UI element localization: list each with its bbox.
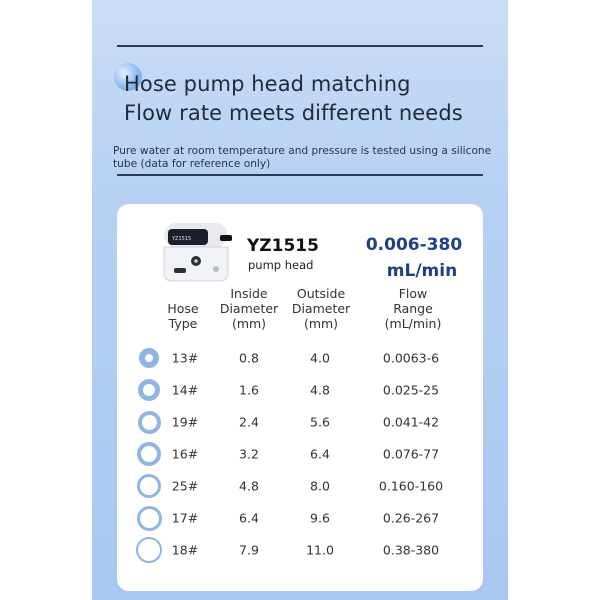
header-inside-line3: (mm) [231, 316, 267, 331]
header-flow-line2: Range [393, 301, 433, 316]
cell-flow-range: 0.0063-6 [382, 350, 440, 366]
cell-inside-diameter: 2.4 [239, 414, 259, 430]
header-inside-line2: Diameter [219, 301, 279, 316]
hose-ring-icon [138, 379, 160, 401]
hose-ring-icon [137, 442, 161, 466]
header-outside-line2: Diameter [291, 301, 351, 316]
model-subtitle: pump head [248, 258, 314, 272]
table-row [117, 440, 483, 468]
cell-flow-range: 0.160-160 [378, 478, 444, 494]
cell-outside-diameter: 9.6 [310, 510, 330, 526]
cell-hose-type: 16# [171, 446, 199, 462]
middle-divider [117, 174, 483, 176]
cell-inside-diameter: 4.8 [239, 478, 259, 494]
table-row [117, 376, 483, 404]
cell-inside-diameter: 7.9 [239, 542, 259, 558]
flow-range-value: 0.006-380 [365, 235, 463, 255]
top-divider [117, 45, 483, 47]
header-flow-line3: (mL/min) [384, 316, 442, 331]
cell-outside-diameter: 8.0 [310, 478, 330, 494]
cell-outside-diameter: 5.6 [310, 414, 330, 430]
cell-flow-range: 0.38-380 [382, 542, 440, 558]
cell-outside-diameter: 4.8 [310, 382, 330, 398]
cell-outside-diameter: 4.0 [310, 350, 330, 366]
hose-ring-icon [138, 411, 161, 434]
table-row [117, 408, 483, 436]
hose-ring-icon [137, 506, 162, 531]
header-hose-type-line2: Type [168, 316, 198, 331]
cell-inside-diameter: 3.2 [239, 446, 259, 462]
cell-inside-diameter: 1.6 [239, 382, 259, 398]
header-flow-line1: Flow [398, 286, 428, 301]
cell-outside-diameter: 11.0 [306, 542, 334, 558]
cell-hose-type: 13# [171, 350, 199, 366]
header-flow-range [375, 286, 451, 331]
cell-hose-type: 14# [171, 382, 199, 398]
header-outside-line3: (mm) [303, 316, 339, 331]
header-outside-line1: Outside [296, 286, 346, 301]
table-row [117, 504, 483, 532]
table-row [117, 472, 483, 500]
header-hose-type-line1: Hose [167, 301, 199, 316]
test-conditions-note: Pure water at room temperature and pressure is tested using a silicone tube (data for reference only) [113, 145, 492, 170]
header-inside-diameter [218, 286, 280, 331]
hose-ring-icon [136, 537, 162, 563]
cell-inside-diameter: 6.4 [239, 510, 259, 526]
cell-inside-diameter: 0.8 [239, 350, 259, 366]
pump-head-image [160, 221, 232, 283]
flow-range-unit: mL/min [386, 261, 458, 281]
cell-flow-range: 0.025-25 [382, 382, 440, 398]
cell-hose-type: 25# [171, 478, 199, 494]
headline-line-1: Hose pump head matching [124, 72, 411, 96]
hose-ring-icon [137, 474, 161, 498]
cell-flow-range: 0.076-77 [382, 446, 440, 462]
cell-flow-range: 0.26-267 [382, 510, 440, 526]
cell-outside-diameter: 6.4 [310, 446, 330, 462]
table-row [117, 536, 483, 564]
model-name: YZ1515 [247, 236, 319, 256]
header-outside-diameter [289, 286, 353, 331]
cell-flow-range: 0.041-42 [382, 414, 440, 430]
pump-label-text: YZ1515 [172, 236, 192, 242]
header-hose-type [153, 301, 213, 331]
cell-hose-type: 18# [171, 542, 199, 558]
header-inside-line1: Inside [230, 286, 268, 301]
cell-hose-type: 17# [171, 510, 199, 526]
headline-line-2: Flow rate meets different needs [124, 101, 463, 125]
cell-hose-type: 19# [171, 414, 199, 430]
table-row [117, 344, 483, 372]
hose-ring-icon [139, 348, 159, 368]
